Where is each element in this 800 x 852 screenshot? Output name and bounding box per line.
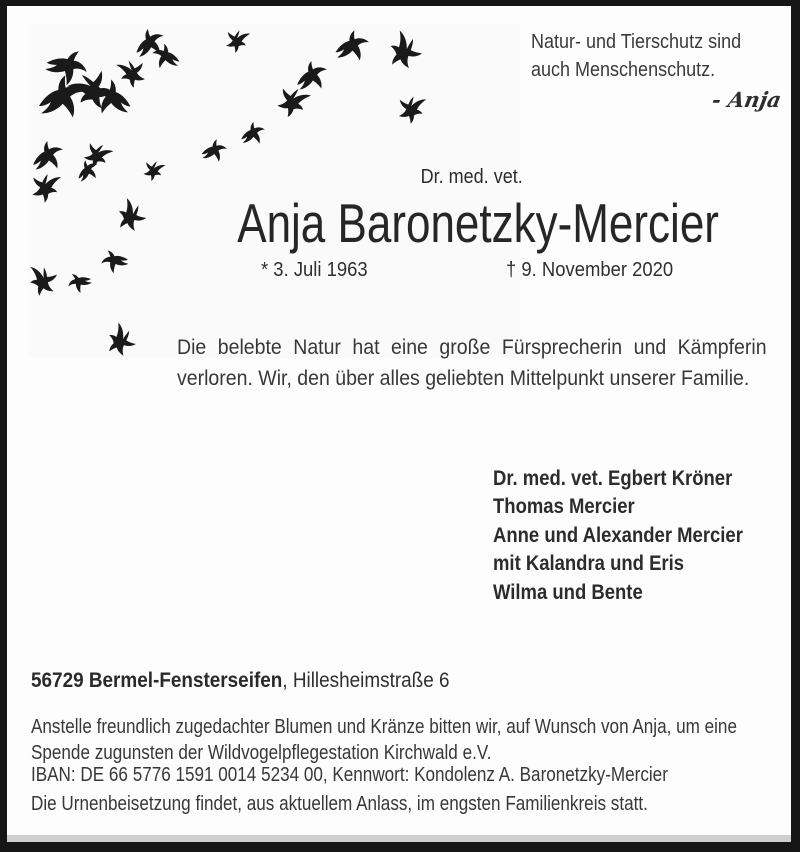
- bird-silhouette-icon: [223, 28, 250, 56]
- funeral-note: Die Urnenbeisetzung findet, aus aktuellem Anlass, im engsten Familienkreis statt.: [31, 793, 648, 815]
- birth-date: * 3. Juli 1963: [261, 258, 368, 281]
- memorial-message: Die belebte Natur hat eine große Fürsprecherin und Kämpferin verloren. Wir, den über alles geliebten Mittelpunkt unserer Familie.: [177, 335, 767, 390]
- mourner-name: Thomas Mercier: [493, 495, 635, 519]
- mourner-name: mit Kalandra und Eris: [493, 552, 685, 576]
- bird-silhouette-icon: [27, 137, 68, 176]
- bird-silhouette-icon: [332, 28, 371, 64]
- quote-line: auch Menschenschutz.: [531, 59, 716, 81]
- bird-silhouette-icon: [396, 94, 426, 125]
- bird-silhouette-icon: [238, 120, 268, 148]
- mourners-list: [493, 465, 777, 607]
- bird-silhouette-icon: [273, 83, 312, 122]
- bird-silhouette-icon: [116, 58, 148, 91]
- scan-edge-strip: [0, 835, 800, 842]
- scan-border-top: [0, 0, 800, 6]
- bird-silhouette-icon: [100, 322, 139, 361]
- scan-border-right: [791, 0, 800, 852]
- address-line: [31, 668, 507, 693]
- mourner-name: Anne und Alexander Mercier: [493, 523, 743, 547]
- bird-silhouette-icon: [111, 198, 150, 237]
- scan-border-left: [0, 0, 7, 852]
- mourner-name: Wilma und Bente: [493, 580, 643, 604]
- iban-line: IBAN: DE 66 5776 1591 0014 5234 00, Kennwort: Kondolenz A. Baronetzky-Mercier: [31, 764, 668, 786]
- memorial-quote: [531, 28, 800, 114]
- bird-silhouette-icon: [34, 72, 89, 123]
- address-locality: 56729 Bermel-Fensterseifen: [31, 668, 283, 692]
- donation-note: Anstelle freundlich zugedachter Blumen und Kränze bitten wir, auf Wunsch von Anja, um eine Spende zugunsten der Wildvogelpflegestation Kirchwald e.V.: [31, 716, 737, 764]
- bird-silhouette-icon: [141, 158, 166, 184]
- address-street: , Hillesheimstraße 6: [282, 668, 450, 692]
- bird-silhouette-icon: [28, 266, 58, 297]
- flying-birds-flock-icon: [0, 0, 450, 370]
- bird-silhouette-icon: [64, 268, 94, 297]
- mourner-name: Dr. med. vet. Egbert Kröner: [493, 467, 733, 490]
- bird-silhouette-icon: [200, 138, 227, 163]
- bird-silhouette-icon: [29, 172, 61, 205]
- deceased-name: Anja Baronetzky-Mercier: [237, 192, 719, 254]
- quote-line: Natur- und Tierschutz sind: [531, 31, 742, 53]
- bird-silhouette-icon: [42, 42, 93, 90]
- deceased-pretitle: Dr. med. vet.: [420, 166, 524, 188]
- bird-silhouette-icon: [381, 30, 426, 75]
- quote-signature: - Anja: [710, 87, 784, 112]
- bird-silhouette-icon: [99, 246, 131, 275]
- death-date-row: [506, 258, 692, 282]
- death-date: † 9. November 2020: [506, 258, 674, 281]
- scan-border-bottom: [0, 842, 800, 852]
